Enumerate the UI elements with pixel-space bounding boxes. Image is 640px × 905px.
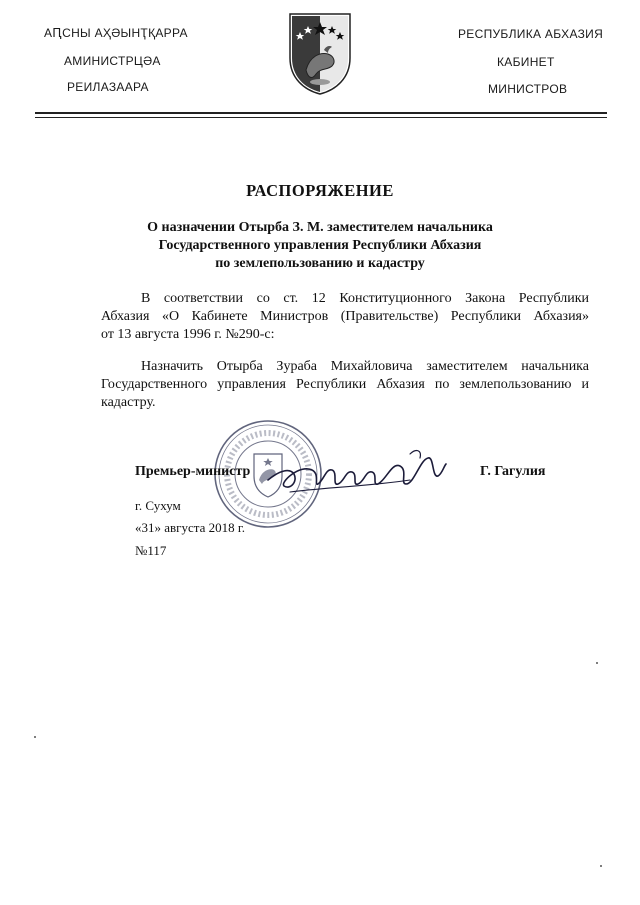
paragraph-1-line-3: от 13 августа 1996 г. №290-с: <box>101 327 275 342</box>
document-place: г. Сухум <box>135 498 181 513</box>
header-right-line-2: КАБИНЕТ <box>497 55 555 69</box>
header-right-line-3: МИНИСТРОВ <box>488 82 568 96</box>
handwritten-signature-icon <box>260 440 450 510</box>
document-subject <box>130 219 510 273</box>
paragraph-2-line-3: кадастру. <box>101 395 156 410</box>
subject-line-3: по землепользованию и кадастру <box>215 256 425 271</box>
signatory-name: Г. Гагулия <box>480 464 546 479</box>
subject-line-1: О назначении Отырба З. М. заместителем начальника <box>147 220 493 235</box>
header-left-line-1: АԤСНЫ АҲӘЫНҬҚАРРА <box>44 26 188 40</box>
paragraph-2-line-2: Государственного управления Республики Абхазия по землепользованию и <box>101 377 589 392</box>
paragraph-1-line-1: В соответствии со ст. 12 Конституционного Закона Республики <box>141 291 589 306</box>
coat-of-arms-icon <box>286 12 354 96</box>
signatory-role: Премьер-министр <box>135 464 251 479</box>
header-divider-thin <box>35 117 607 118</box>
header-divider-thick <box>35 112 607 114</box>
header-right-line-1: РЕСПУБЛИКА АБХАЗИЯ <box>458 27 604 41</box>
subject-line-2: Государственного управления Республики Абхазия <box>158 238 482 253</box>
paragraph-1-line-2: Абхазия «О Кабинете Министров (Правительстве) Республики Абхазия» <box>101 309 589 324</box>
document-date: «31» августа 2018 г. <box>135 520 245 535</box>
body-paragraph-1 <box>101 290 589 344</box>
document-number: №117 <box>135 543 167 558</box>
header-left-line-2: АМИНИСТРЦӘА <box>64 54 161 68</box>
header-left-line-3: РЕИЛАЗААРА <box>67 80 149 94</box>
body-paragraph-2 <box>101 358 589 412</box>
scan-speck <box>596 662 598 664</box>
scan-speck <box>34 736 36 738</box>
scan-speck <box>600 865 602 867</box>
document-title: РАСПОРЯЖЕНИЕ <box>246 181 394 200</box>
paragraph-2-line-1: Назначить Отырба Зураба Михайловича заместителем начальника <box>141 359 589 374</box>
